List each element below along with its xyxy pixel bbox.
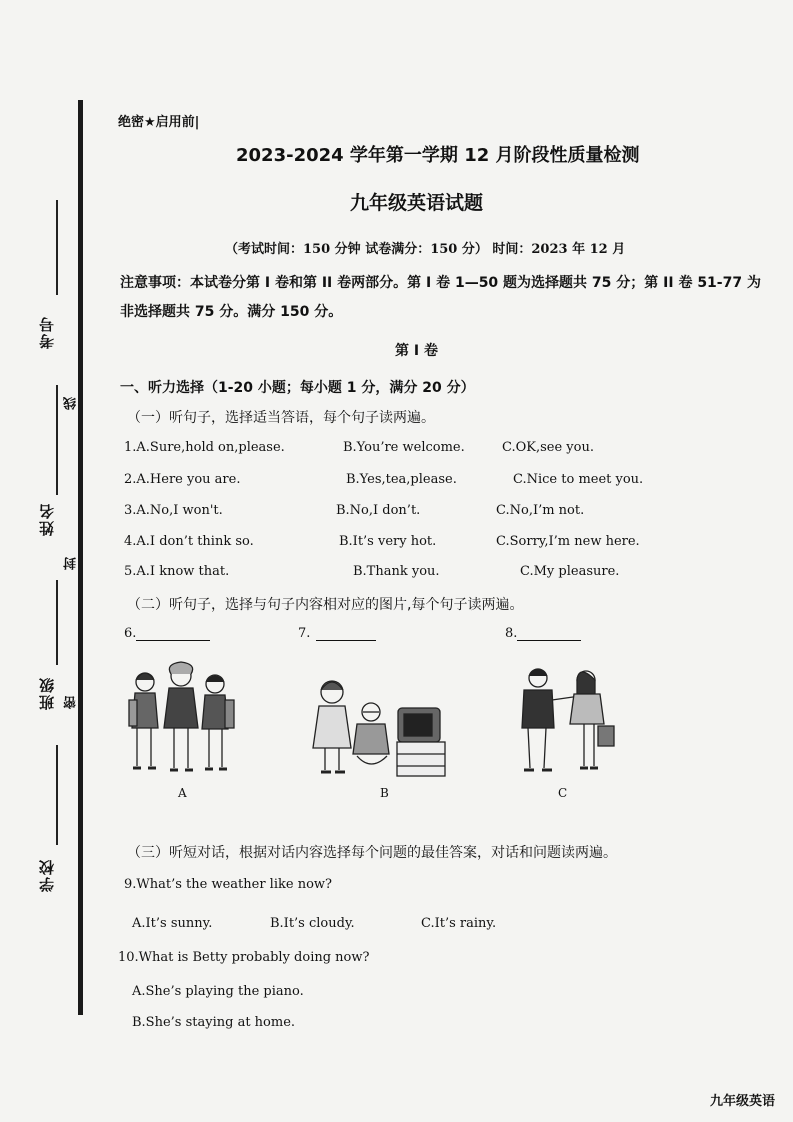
option-a: 3.A.No,I won't.: [124, 503, 223, 518]
option-b: B.It’s very hot.: [339, 534, 437, 549]
question-10-stem: 10.What is Betty probably doing now?: [118, 950, 370, 965]
option-b: B.No,I don’t.: [336, 503, 421, 518]
question-9-option-c: C.It’s rainy.: [421, 916, 497, 931]
option-c: C.No,I’m not.: [496, 503, 585, 518]
school-line: [56, 745, 58, 845]
option-a: 5.A.I know that.: [124, 564, 230, 579]
picture-a-label: A: [178, 786, 187, 800]
class-line: [56, 580, 58, 665]
answer-blank-8: 8.: [505, 626, 581, 641]
binding-mark-xian: 线: [64, 395, 79, 410]
secret-label: 绝密★启用前|: [118, 115, 200, 130]
option-a: 4.A.I don’t think so.: [124, 534, 254, 549]
option-b: B.Yes,tea,please.: [346, 472, 457, 487]
option-c: C.OK,see you.: [502, 440, 594, 455]
school-label: 学校: [38, 858, 56, 892]
option-c: C.Nice to meet you.: [513, 472, 644, 487]
notice: [120, 269, 780, 327]
page-footer: 九年级英语: [709, 1094, 775, 1109]
subsection-3: （三）听短对话，根据对话内容选择每个问题的最佳答案，对话和问题读两遍。: [127, 845, 617, 861]
answer-blank-7: 7.: [298, 626, 376, 641]
notice-line-1: 注意事项：本试卷分第 I 卷和第 II 卷两部分。第 I 卷 1—50 题为选择题共 75 分；第 II 卷 51-77 为: [120, 275, 761, 291]
picture-b-label: B: [380, 786, 389, 800]
question-10-option-a: A.She’s playing the piano.: [132, 984, 304, 999]
option-c: C.Sorry,I’m new here.: [496, 534, 640, 549]
subsection-1: （一）听句子，选择适当答语，每个句子读两遍。: [127, 410, 435, 426]
binding-mark-mi: 密: [64, 694, 79, 709]
picture-a-kids: [125, 660, 240, 780]
question-10-option-b: B.She’s staying at home.: [132, 1015, 296, 1030]
notice-line-2: 非选择题共 75 分。满分 150 分。: [120, 304, 343, 320]
exam-info: （考试时间：150 分钟 试卷满分：150 分） 时间：2023 年 12 月: [225, 242, 626, 257]
section-1-heading: 一、听力选择（1-20 小题；每小题 1 分，满分 20 分）: [120, 380, 475, 396]
option-b: B.Thank you.: [353, 564, 440, 579]
exam-title: 2023-2024 学年第一学期 12 月阶段性质量检测: [236, 145, 640, 166]
question-9-option-b: B.It’s cloudy.: [270, 916, 355, 931]
picture-c-women: [510, 660, 625, 780]
option-b: B.You’re welcome.: [343, 440, 465, 455]
class-label: 班级: [38, 676, 56, 710]
exam-no-label: 考号: [38, 315, 56, 349]
answer-blank-6: 6.: [124, 626, 210, 641]
name-label: 姓名: [38, 502, 56, 536]
part-title: 第 I 卷: [395, 343, 438, 359]
binding-mark-feng: 封: [64, 555, 79, 570]
name-line: [56, 385, 58, 495]
option-a: 2.A.Here you are.: [124, 472, 241, 487]
picture-b-tv: [305, 672, 455, 782]
picture-c-label: C: [558, 786, 568, 800]
question-9-option-a: A.It’s sunny.: [132, 916, 213, 931]
subsection-2: （二）听句子，选择与句子内容相对应的图片,每个句子读两遍。: [127, 597, 524, 613]
question-9-stem: 9.What’s the weather like now?: [124, 877, 332, 892]
option-c: C.My pleasure.: [520, 564, 620, 579]
option-a: 1.A.Sure,hold on,please.: [124, 440, 285, 455]
exam-subtitle: 九年级英语试题: [349, 192, 483, 214]
